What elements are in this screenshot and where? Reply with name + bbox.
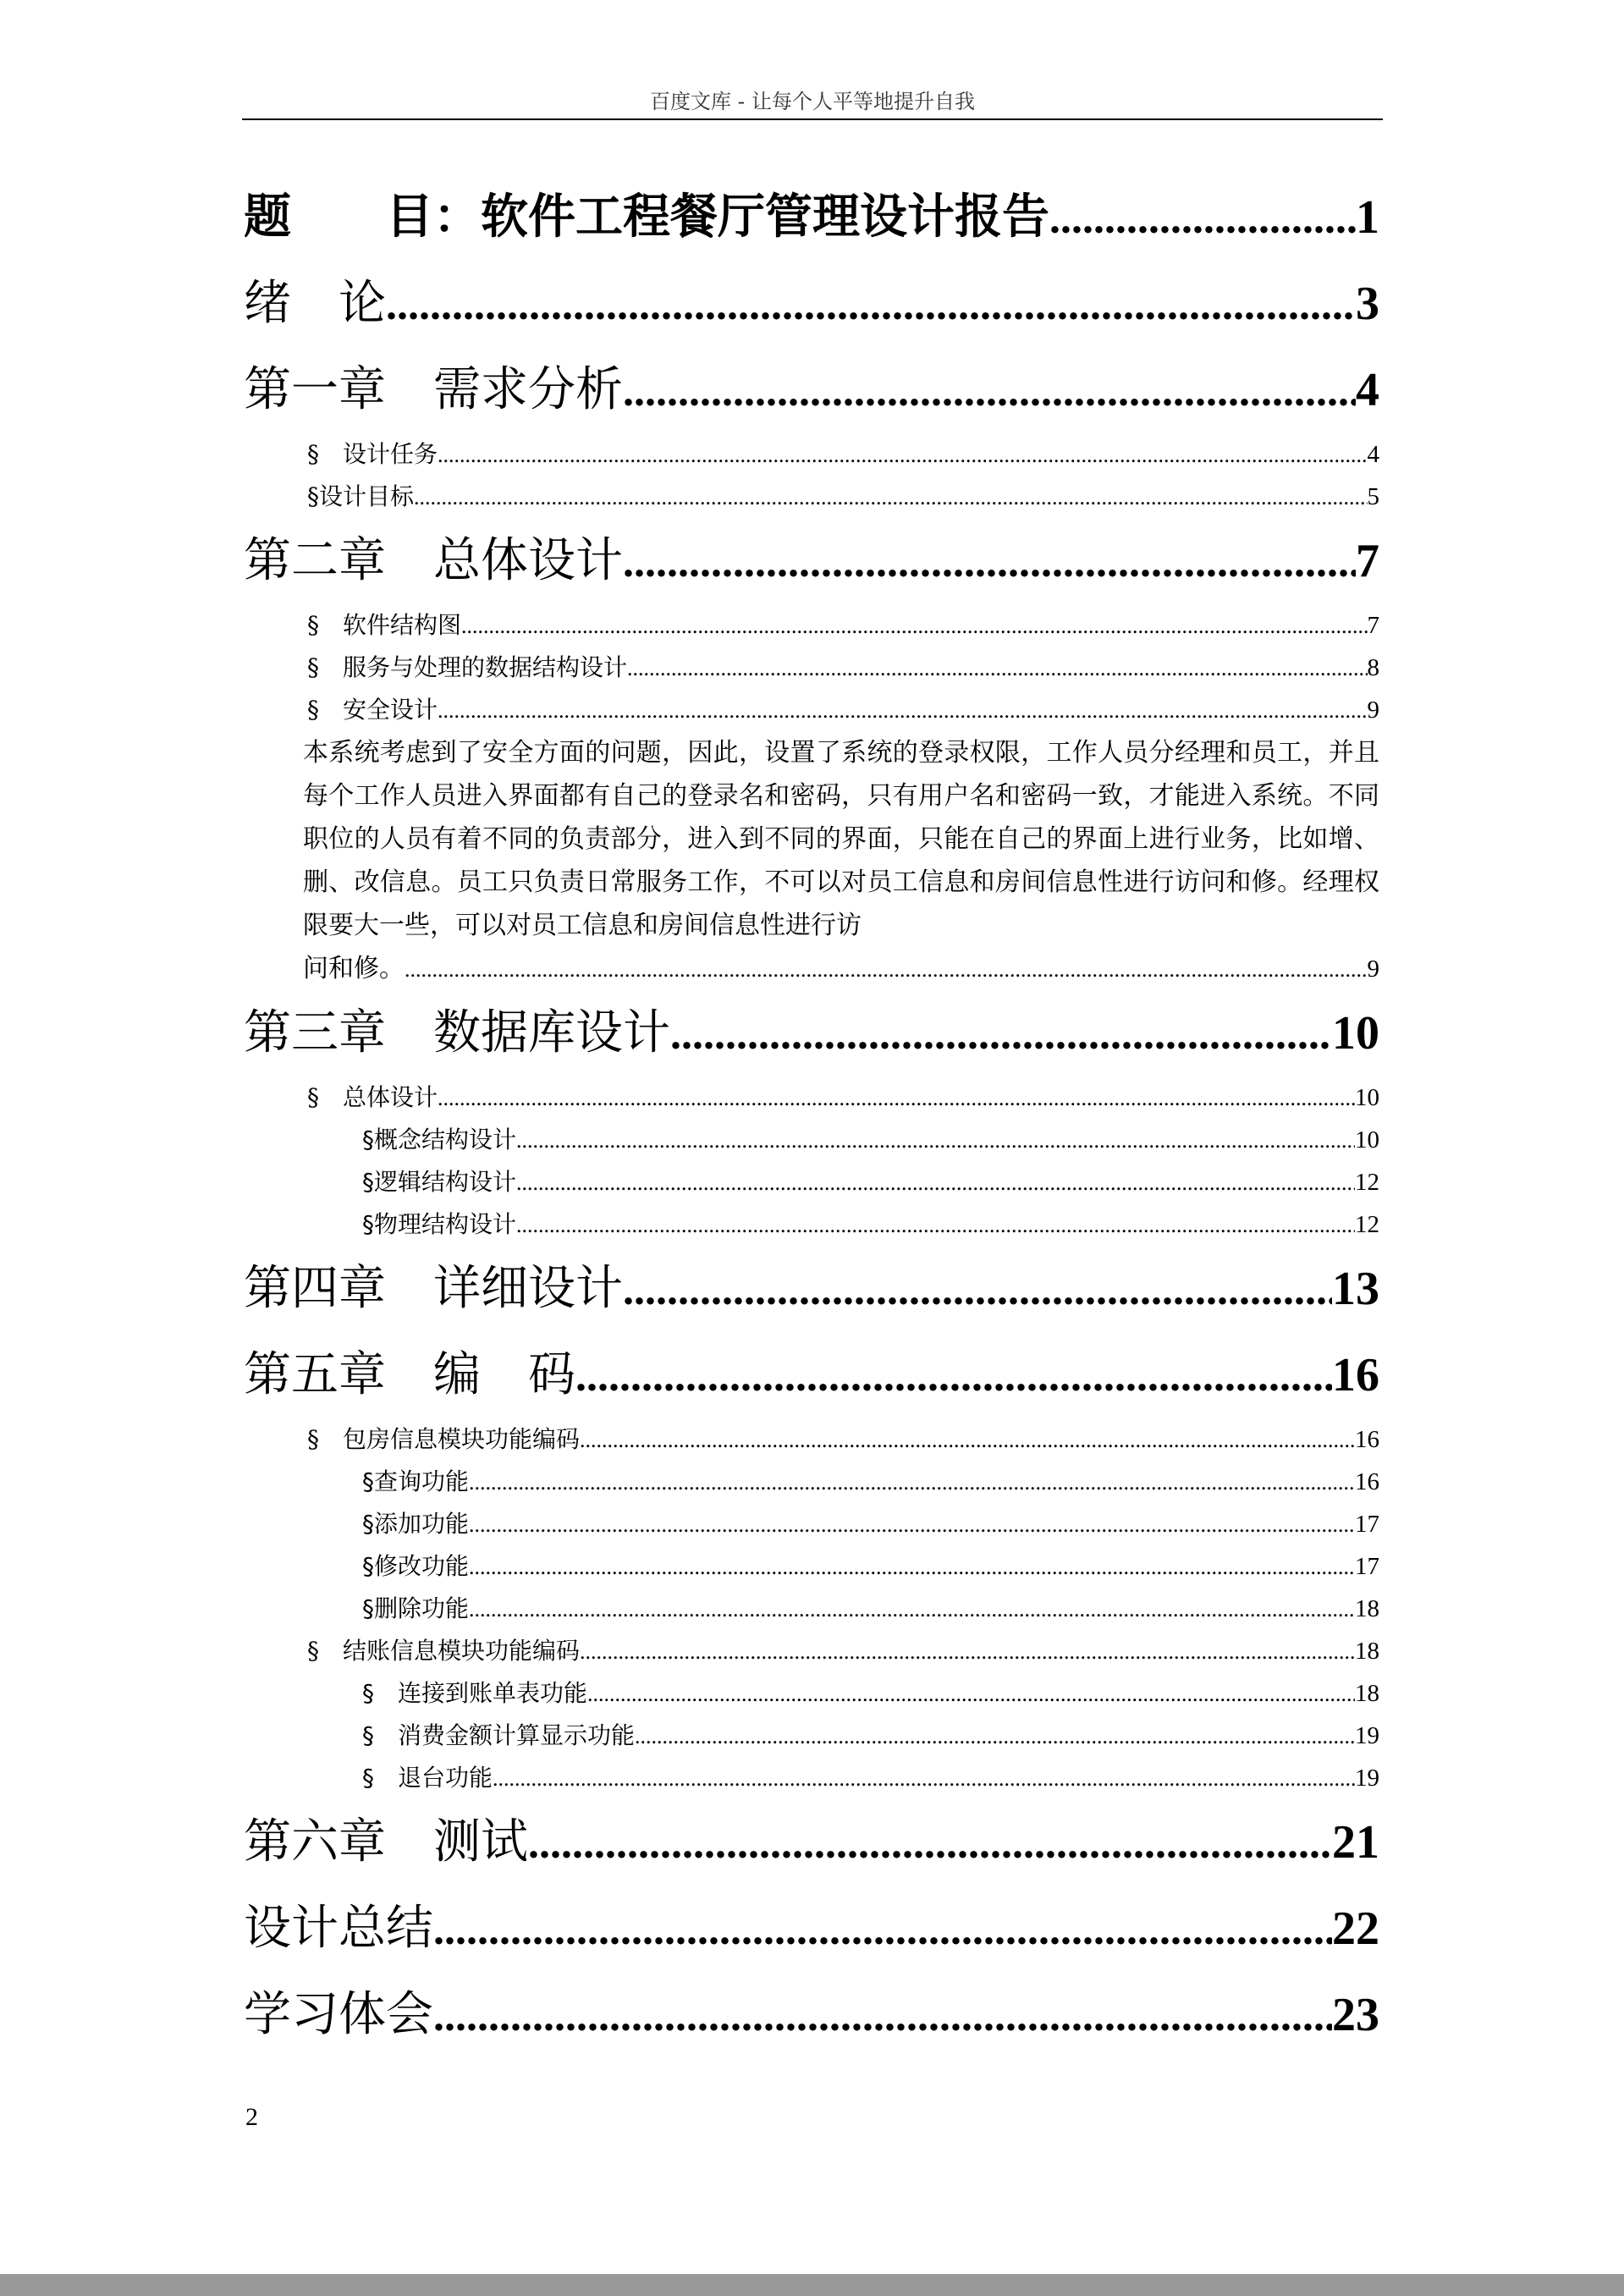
toc-entry-page: 18 (1355, 1638, 1379, 1665)
leader-dots (627, 647, 1367, 689)
toc-entry-label: 题 目：软件工程餐厅管理设计报告 (244, 190, 1049, 245)
table-of-contents (244, 174, 1379, 2058)
leader-dots (461, 605, 1367, 647)
toc-entry-page: 16 (1332, 1349, 1379, 1401)
toc-entry-label: § 包房信息模块功能编码 (307, 1425, 581, 1453)
toc-entry-label: § 服务与处理的数据结构设计 (307, 653, 628, 681)
leader-dots (438, 434, 1367, 476)
toc-entry-chapter-4[interactable] (244, 1246, 1379, 1332)
toc-entry-label: 绪 论 (244, 276, 386, 331)
toc-entry-section[interactable] (244, 647, 1379, 689)
toc-entry-page: 12 (1355, 1169, 1379, 1196)
toc-entry-page: 12 (1355, 1211, 1379, 1238)
toc-entry-section[interactable] (244, 604, 1379, 647)
toc-entry-page: 7 (1367, 612, 1379, 639)
leader-dots (469, 1462, 1355, 1503)
toc-entry-label: § 连接到账单表功能 (362, 1679, 588, 1707)
toc-entry-label: 第二章 总体设计 (244, 533, 623, 588)
toc-entry-label: §物理结构设计 (362, 1210, 517, 1238)
leader-dots (469, 1504, 1355, 1545)
toc-entry-section[interactable] (244, 689, 1379, 731)
leader-dots (438, 1077, 1355, 1119)
leader-dots (670, 992, 1332, 1076)
toc-entry-page: 10 (1355, 1126, 1379, 1154)
toc-entry-page: 19 (1355, 1765, 1379, 1792)
leader-dots (623, 520, 1356, 604)
toc-entry-label: § 设计任务 (307, 440, 438, 468)
toc-entry-label: 设计总结 (244, 1901, 433, 1956)
leader-dots (623, 349, 1356, 433)
leader-dots (469, 1546, 1355, 1588)
toc-entry-page: 22 (1332, 1902, 1379, 1955)
leader-dots (438, 690, 1367, 731)
toc-entry-page: 16 (1355, 1426, 1379, 1453)
toc-entry-paragraph-end[interactable] (244, 947, 1379, 990)
leader-dots (516, 1120, 1355, 1161)
toc-entry-chapter-2[interactable] (244, 518, 1379, 604)
toc-entry-chapter-3[interactable] (244, 990, 1379, 1076)
toc-entry-label: § 软件结构图 (307, 611, 462, 639)
toc-entry-label: §添加功能 (362, 1510, 470, 1538)
leader-dots (433, 1974, 1332, 2058)
toc-entry-subsection[interactable] (244, 1161, 1379, 1203)
leader-dots (1049, 176, 1356, 261)
toc-entry-subsection[interactable] (244, 1672, 1379, 1715)
toc-entry-section[interactable] (244, 476, 1379, 518)
toc-entry-page: 16 (1355, 1468, 1379, 1495)
toc-entry-label: § 安全设计 (307, 696, 438, 724)
toc-entry-section[interactable] (244, 1076, 1379, 1119)
toc-entry-page: 9 (1367, 955, 1379, 983)
toc-entry-subsection[interactable] (244, 1545, 1379, 1588)
leader-dots (623, 1247, 1332, 1332)
leader-dots (386, 262, 1356, 347)
page-header (242, 85, 1383, 120)
toc-entry-section[interactable] (244, 1418, 1379, 1461)
toc-entry-subsection[interactable] (244, 1461, 1379, 1503)
leader-dots (414, 476, 1367, 518)
toc-entry-chapter-5[interactable] (244, 1332, 1379, 1418)
leader-dots (405, 948, 1368, 990)
toc-entry-label: 第五章 编 码 (244, 1347, 575, 1402)
toc-entry-label: § 退台功能 (362, 1764, 493, 1792)
page-number: 2 (245, 2103, 258, 2131)
toc-entry-page: 21 (1332, 1816, 1379, 1869)
toc-entry-label: 第六章 测试 (244, 1814, 528, 1869)
leader-dots (575, 1334, 1332, 1418)
toc-entry-page: 19 (1355, 1722, 1379, 1749)
toc-entry-paragraph[interactable] (244, 731, 1379, 947)
toc-entry-subsection[interactable] (244, 1203, 1379, 1246)
toc-entry-page: 18 (1355, 1680, 1379, 1707)
paragraph-end-text: 问和修。 (303, 954, 405, 983)
leader-dots (528, 1801, 1332, 1886)
toc-entry-label: § 消费金额计算显示功能 (362, 1721, 636, 1749)
toc-entry-subsection[interactable] (244, 1715, 1379, 1757)
toc-entry-chapter-1[interactable] (244, 347, 1379, 433)
toc-entry-label: 第一章 需求分析 (244, 362, 623, 417)
toc-entry-page: 4 (1367, 441, 1379, 468)
toc-entry-page: 10 (1332, 1007, 1379, 1060)
toc-entry-page: 17 (1355, 1511, 1379, 1538)
toc-entry-label: §逻辑结构设计 (362, 1168, 517, 1196)
toc-entry-section[interactable] (244, 1630, 1379, 1672)
leader-dots (469, 1588, 1355, 1630)
toc-entry-page: 13 (1332, 1263, 1379, 1315)
toc-entry-page: 9 (1367, 697, 1379, 724)
leader-dots (635, 1715, 1355, 1757)
leader-dots (580, 1631, 1355, 1672)
toc-entry-page: 23 (1332, 1989, 1379, 2041)
toc-entry-section[interactable] (244, 433, 1379, 476)
toc-entry-page: 17 (1355, 1553, 1379, 1580)
toc-entry-page: 5 (1367, 483, 1379, 510)
toc-entry-page: 18 (1355, 1595, 1379, 1622)
toc-entry-label: §删除功能 (362, 1594, 470, 1622)
toc-entry-page: 7 (1356, 535, 1379, 587)
toc-entry-experience[interactable] (244, 1972, 1379, 2058)
toc-entry-page: 1 (1356, 191, 1379, 244)
leader-dots (587, 1673, 1355, 1715)
toc-entry-label: 第四章 详细设计 (244, 1261, 623, 1316)
toc-entry-label: § 结账信息模块功能编码 (307, 1637, 581, 1665)
toc-entry-summary[interactable] (244, 1886, 1379, 1972)
leader-dots (516, 1204, 1355, 1246)
toc-entry-page: 10 (1355, 1084, 1379, 1111)
leader-dots (433, 1887, 1332, 1972)
header-text: 百度文库 - 让每个人平等地提升自我 (650, 90, 975, 113)
toc-entry-label: §概念结构设计 (362, 1126, 517, 1154)
toc-entry-label: § 总体设计 (307, 1083, 438, 1111)
toc-entry-label: §设计目标 (307, 482, 415, 510)
toc-entry-subsection[interactable] (244, 1757, 1379, 1799)
toc-entry-page: 8 (1367, 654, 1379, 681)
toc-entry-page: 3 (1356, 278, 1379, 330)
toc-entry-label: §查询功能 (362, 1467, 470, 1495)
toc-entry-subsection[interactable] (244, 1119, 1379, 1161)
toc-entry-page: 4 (1356, 364, 1379, 416)
toc-entry-label: 学习体会 (244, 1987, 433, 2042)
toc-entry-subsection[interactable] (244, 1588, 1379, 1630)
toc-entry-subsection[interactable] (244, 1503, 1379, 1545)
toc-entry-intro[interactable] (244, 261, 1379, 347)
leader-dots (580, 1419, 1355, 1461)
leader-dots (493, 1758, 1355, 1799)
leader-dots (516, 1162, 1355, 1203)
paragraph-text: 本系统考虑到了安全方面的问题，因此，设置了系统的登录权限，工作人员分经理和员工，并且每个工作人员进入界面都有自己的登录名和密码，只有用户名和密码一致，才能进入系统。不同职位的人员有着不同的负责部分，进入到不同的界面，只能在自己的界面上进行业务，比如增、删、改信息。员工只负责日常服务工作，不可以对员工信息和房间信息性进行访问和修。经理权限要大一些，可以对员工信息和房间信息性进行访 (303, 738, 1379, 940)
viewer-bottom-bar (0, 2274, 1624, 2296)
toc-entry-label: §修改功能 (362, 1552, 470, 1580)
toc-entry-label: 第三章 数据库设计 (244, 1005, 670, 1060)
toc-entry-title[interactable] (244, 174, 1379, 261)
toc-entry-chapter-6[interactable] (244, 1799, 1379, 1886)
